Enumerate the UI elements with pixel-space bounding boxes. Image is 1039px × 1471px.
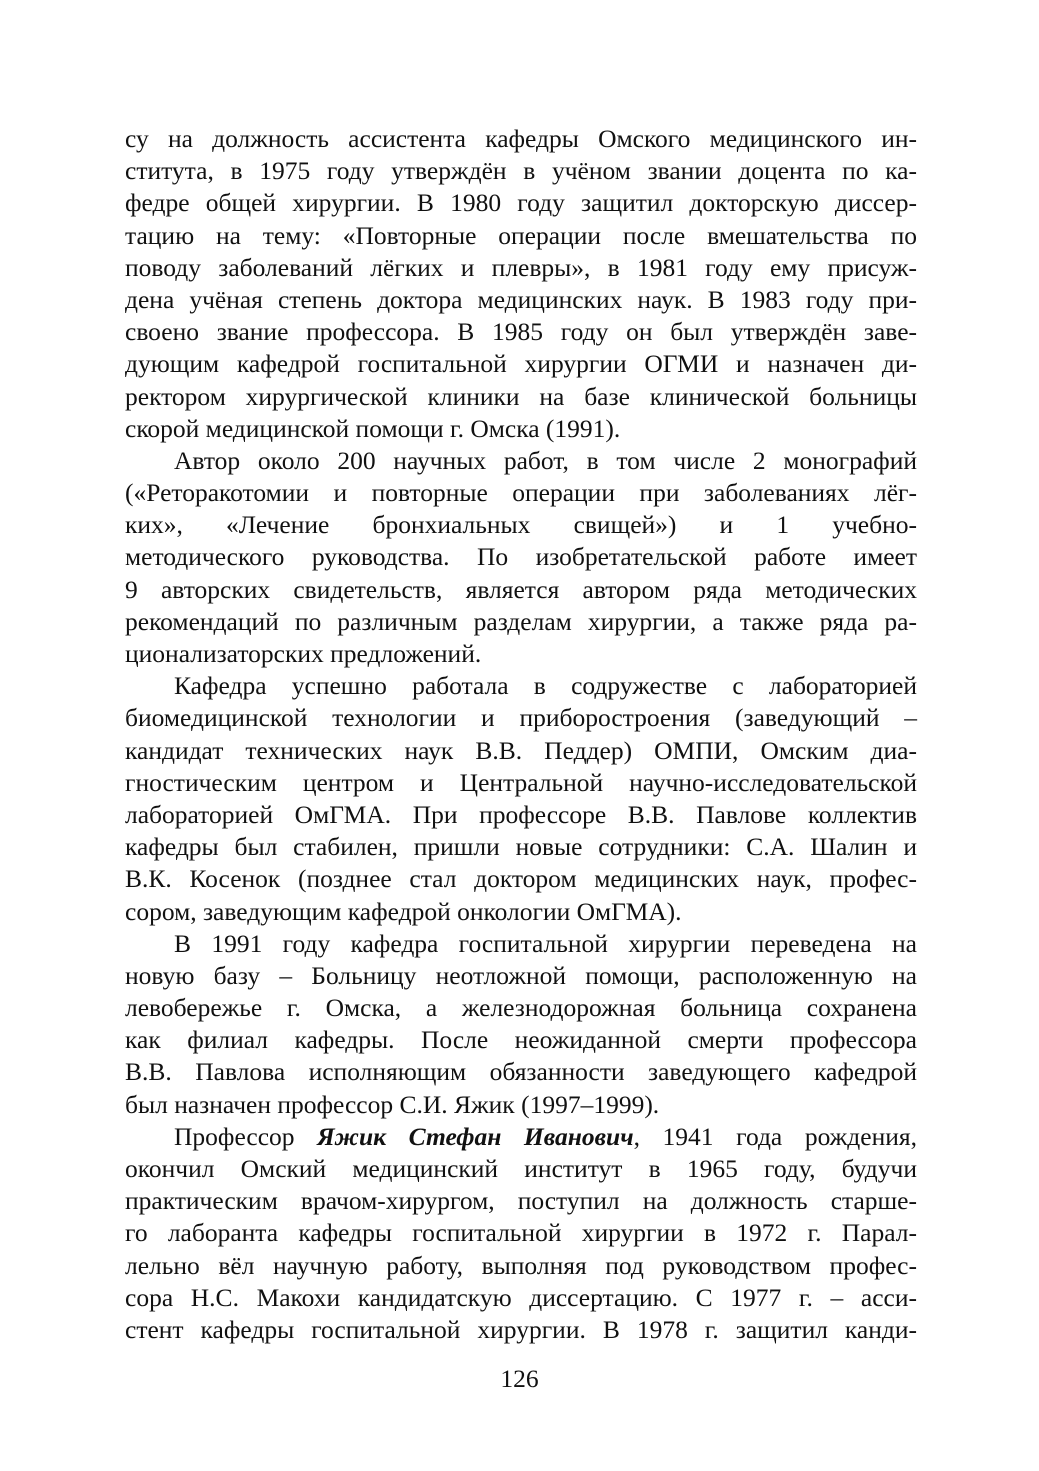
text-line: биомедицинской технологии и приборостроения (заведующий –: [125, 703, 917, 733]
text-line: методического руководства. По изобретательской работе имеет: [125, 542, 917, 572]
text-line: лельно вёл научную работу, выполняя под руководством профес-: [125, 1250, 917, 1280]
paragraph-1: [125, 123, 917, 445]
text-line: го лаборанта кафедры госпитальной хирургии в 1972 г. Парал-: [125, 1218, 917, 1248]
text-line: су на должность ассистента кафедры Омского медицинского ин-: [125, 124, 917, 153]
text-line: левобережье г. Омска, а железнодорожная больница сохранена: [125, 993, 917, 1023]
text-line: В 1991 году кафедра госпитальной хирургии переведена на: [174, 928, 917, 958]
text-line: ститута, в 1975 году утверждён в учёном звании доцента по ка-: [125, 156, 917, 186]
text-line: [125, 1121, 917, 1153]
text-line: поводу заболеваний лёгких и плевры», в 1981 году ему присуж-: [125, 252, 917, 282]
text-line: новую базу – Больницу неотложной помощи, расположенную на: [125, 960, 917, 990]
paragraph-5: [125, 1121, 917, 1346]
text-line: был назначен профессор С.И. Яжик (1997–1999).: [125, 1089, 660, 1119]
page-number: 126: [500, 1364, 539, 1393]
text-line: сора Н.С. Макохи кандидатскую диссертацию. С 1977 г. – асси-: [125, 1282, 917, 1312]
paragraph-4: [125, 928, 917, 1121]
text-line: ких», «Лечение бронхиальных свищей») и 1 учебно-: [125, 510, 917, 540]
text-line: рекомендаций по различным разделам хирургии, а также ряда ра-: [125, 606, 917, 636]
text-line: гностическим центром и Центральной научно-исследовательской: [125, 767, 917, 797]
text-fragment: Профессор: [174, 1121, 318, 1151]
text-line: кафедры был стабилен, пришли новые сотрудники: С.А. Шалин и: [125, 832, 917, 862]
text-line: дена учёная степень доктора медицинских наук. В 1983 году при-: [125, 284, 917, 314]
paragraph-3: [125, 670, 917, 928]
text-line: В.К. Косенок (позднее стал доктором медицинских наук, профес-: [125, 864, 917, 894]
text-line: ционализаторских предложений.: [125, 639, 482, 668]
text-line: практическим врачом-хирургом, поступил на должность старше-: [125, 1186, 917, 1216]
text-line: стент кафедры госпитальной хирургии. В 1978 г. защитил канди-: [125, 1314, 917, 1344]
text-line: своено звание профессора. В 1985 году он был утверждён заве-: [125, 317, 917, 347]
text-line: скорой медицинской помощи г. Омска (1991).: [125, 413, 621, 443]
text-line: лабораторией ОмГМА. При профессоре В.В. Павлове коллектив: [125, 799, 917, 829]
text-line: 9 авторских свидетельств, является автором ряда методических: [125, 574, 917, 604]
text-line: Автор около 200 научных работ, в том числе 2 монографий: [174, 445, 917, 475]
text-line: кандидат технических наук В.В. Педдер) ОМПИ, Омским диа-: [125, 735, 917, 765]
text-line: как филиал кафедры. После неожиданной смерти профессора: [125, 1025, 917, 1055]
text-line: федре общей хирургии. В 1980 году защитил докторскую диссер-: [125, 188, 917, 218]
text-line: тацию на тему: «Повторные операции после вмешательства по: [125, 220, 917, 250]
text-fragment: , 1941 года рождения,: [633, 1121, 917, 1151]
page-body: [125, 123, 917, 1346]
text-line: В.В. Павлова исполняющим обязанности заведующего кафедрой: [125, 1057, 917, 1087]
text-line: («Реторакотомии и повторные операции при заболеваниях лёг-: [125, 478, 917, 508]
text-line: дующим кафедрой госпитальной хирургии ОГМИ и назначен ди-: [125, 349, 917, 379]
person-name: Яжик Стефан Иванович: [317, 1121, 634, 1151]
text-line: Кафедра успешно работала в содружестве с лабораторией: [174, 671, 917, 701]
paragraph-2: [125, 445, 917, 670]
text-line: ректором хирургической клиники на базе клинической больницы: [125, 381, 917, 411]
text-line: сором, заведующим кафедрой онкологии ОмГМА).: [125, 896, 682, 926]
text-line: окончил Омский медицинский институт в 1965 году, будучи: [125, 1154, 917, 1183]
